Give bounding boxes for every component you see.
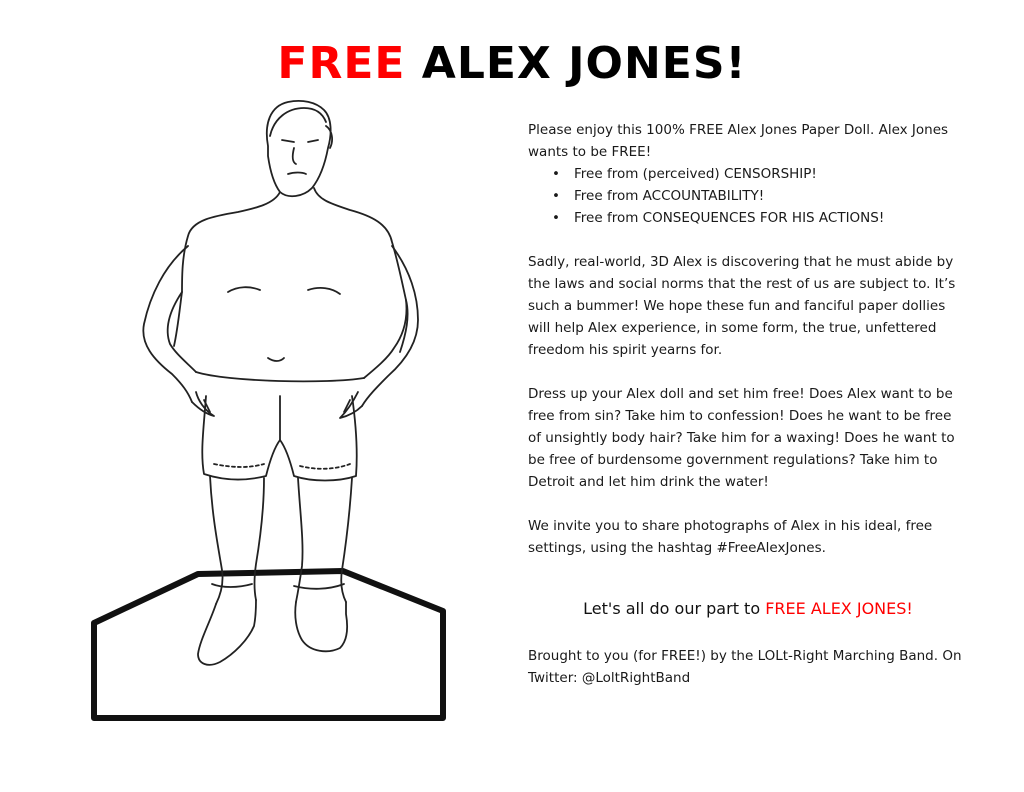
- paper-doll-illustration: [88, 96, 458, 726]
- bullet-icon: •: [552, 210, 560, 226]
- paragraph-real-world: Sadly, real-world, 3D Alex is discovering that he must abide by the laws and social norms that the rest of us are subject to. It’s such a bummer! We hope these fun and fanciful paper dollies will help Alex experience, in some form, the true, unfettered freedom his spirit yearns for.: [528, 254, 956, 358]
- callout-emphasis: FREE ALEX JONES!: [765, 599, 913, 618]
- callout-lead: Let's all do our part to: [583, 599, 766, 618]
- bullet-icon: •: [552, 166, 560, 182]
- doll-left-foot: [198, 600, 256, 665]
- doll-right-foot: [295, 602, 347, 651]
- list-item: [552, 207, 968, 229]
- doll-torso: [174, 192, 280, 346]
- title-alex-jones: ALEX JONES!: [421, 38, 747, 89]
- doll-right-arm: [362, 246, 418, 406]
- description-column: [528, 119, 968, 559]
- paragraph-dress-up: Dress up your Alex doll and set him free! Does Alex want to be free from sin? Take him to confession! Does he want to be free of unsightly body hair? Take him for a waxing! Does he want to be free of burdensome government regulations? Take him to Detroit and let him drink the water!: [528, 386, 955, 490]
- bullet-text: Free from CONSEQUENCES FOR HIS ACTIONS!: [574, 210, 885, 226]
- paragraph-share: We invite you to share photographs of Alex in his ideal, free settings, using the hashtag #FreeAlexJones.: [528, 518, 933, 556]
- doll-right-leg: [296, 478, 303, 602]
- callout-line: [528, 597, 968, 621]
- bullet-text: Free from ACCOUNTABILITY!: [574, 188, 765, 204]
- intro-paragraph: Please enjoy this 100% FREE Alex Jones Paper Doll. Alex Jones wants to be FREE!: [528, 122, 949, 160]
- credits-paragraph: Brought to you (for FREE!) by the LOLt-Right Marching Band. On Twitter: @LoltRightBand: [528, 648, 962, 686]
- doll-stand-outline: [94, 571, 443, 718]
- page-title: [0, 34, 1024, 94]
- list-item: [552, 185, 968, 207]
- bullet-text: Free from (perceived) CENSORSHIP!: [574, 166, 817, 182]
- bullet-icon: •: [552, 188, 560, 204]
- freedom-list: [528, 163, 968, 229]
- title-free-word: FREE: [277, 38, 406, 89]
- paper-doll-drawing: [88, 96, 458, 726]
- list-item: [552, 163, 968, 185]
